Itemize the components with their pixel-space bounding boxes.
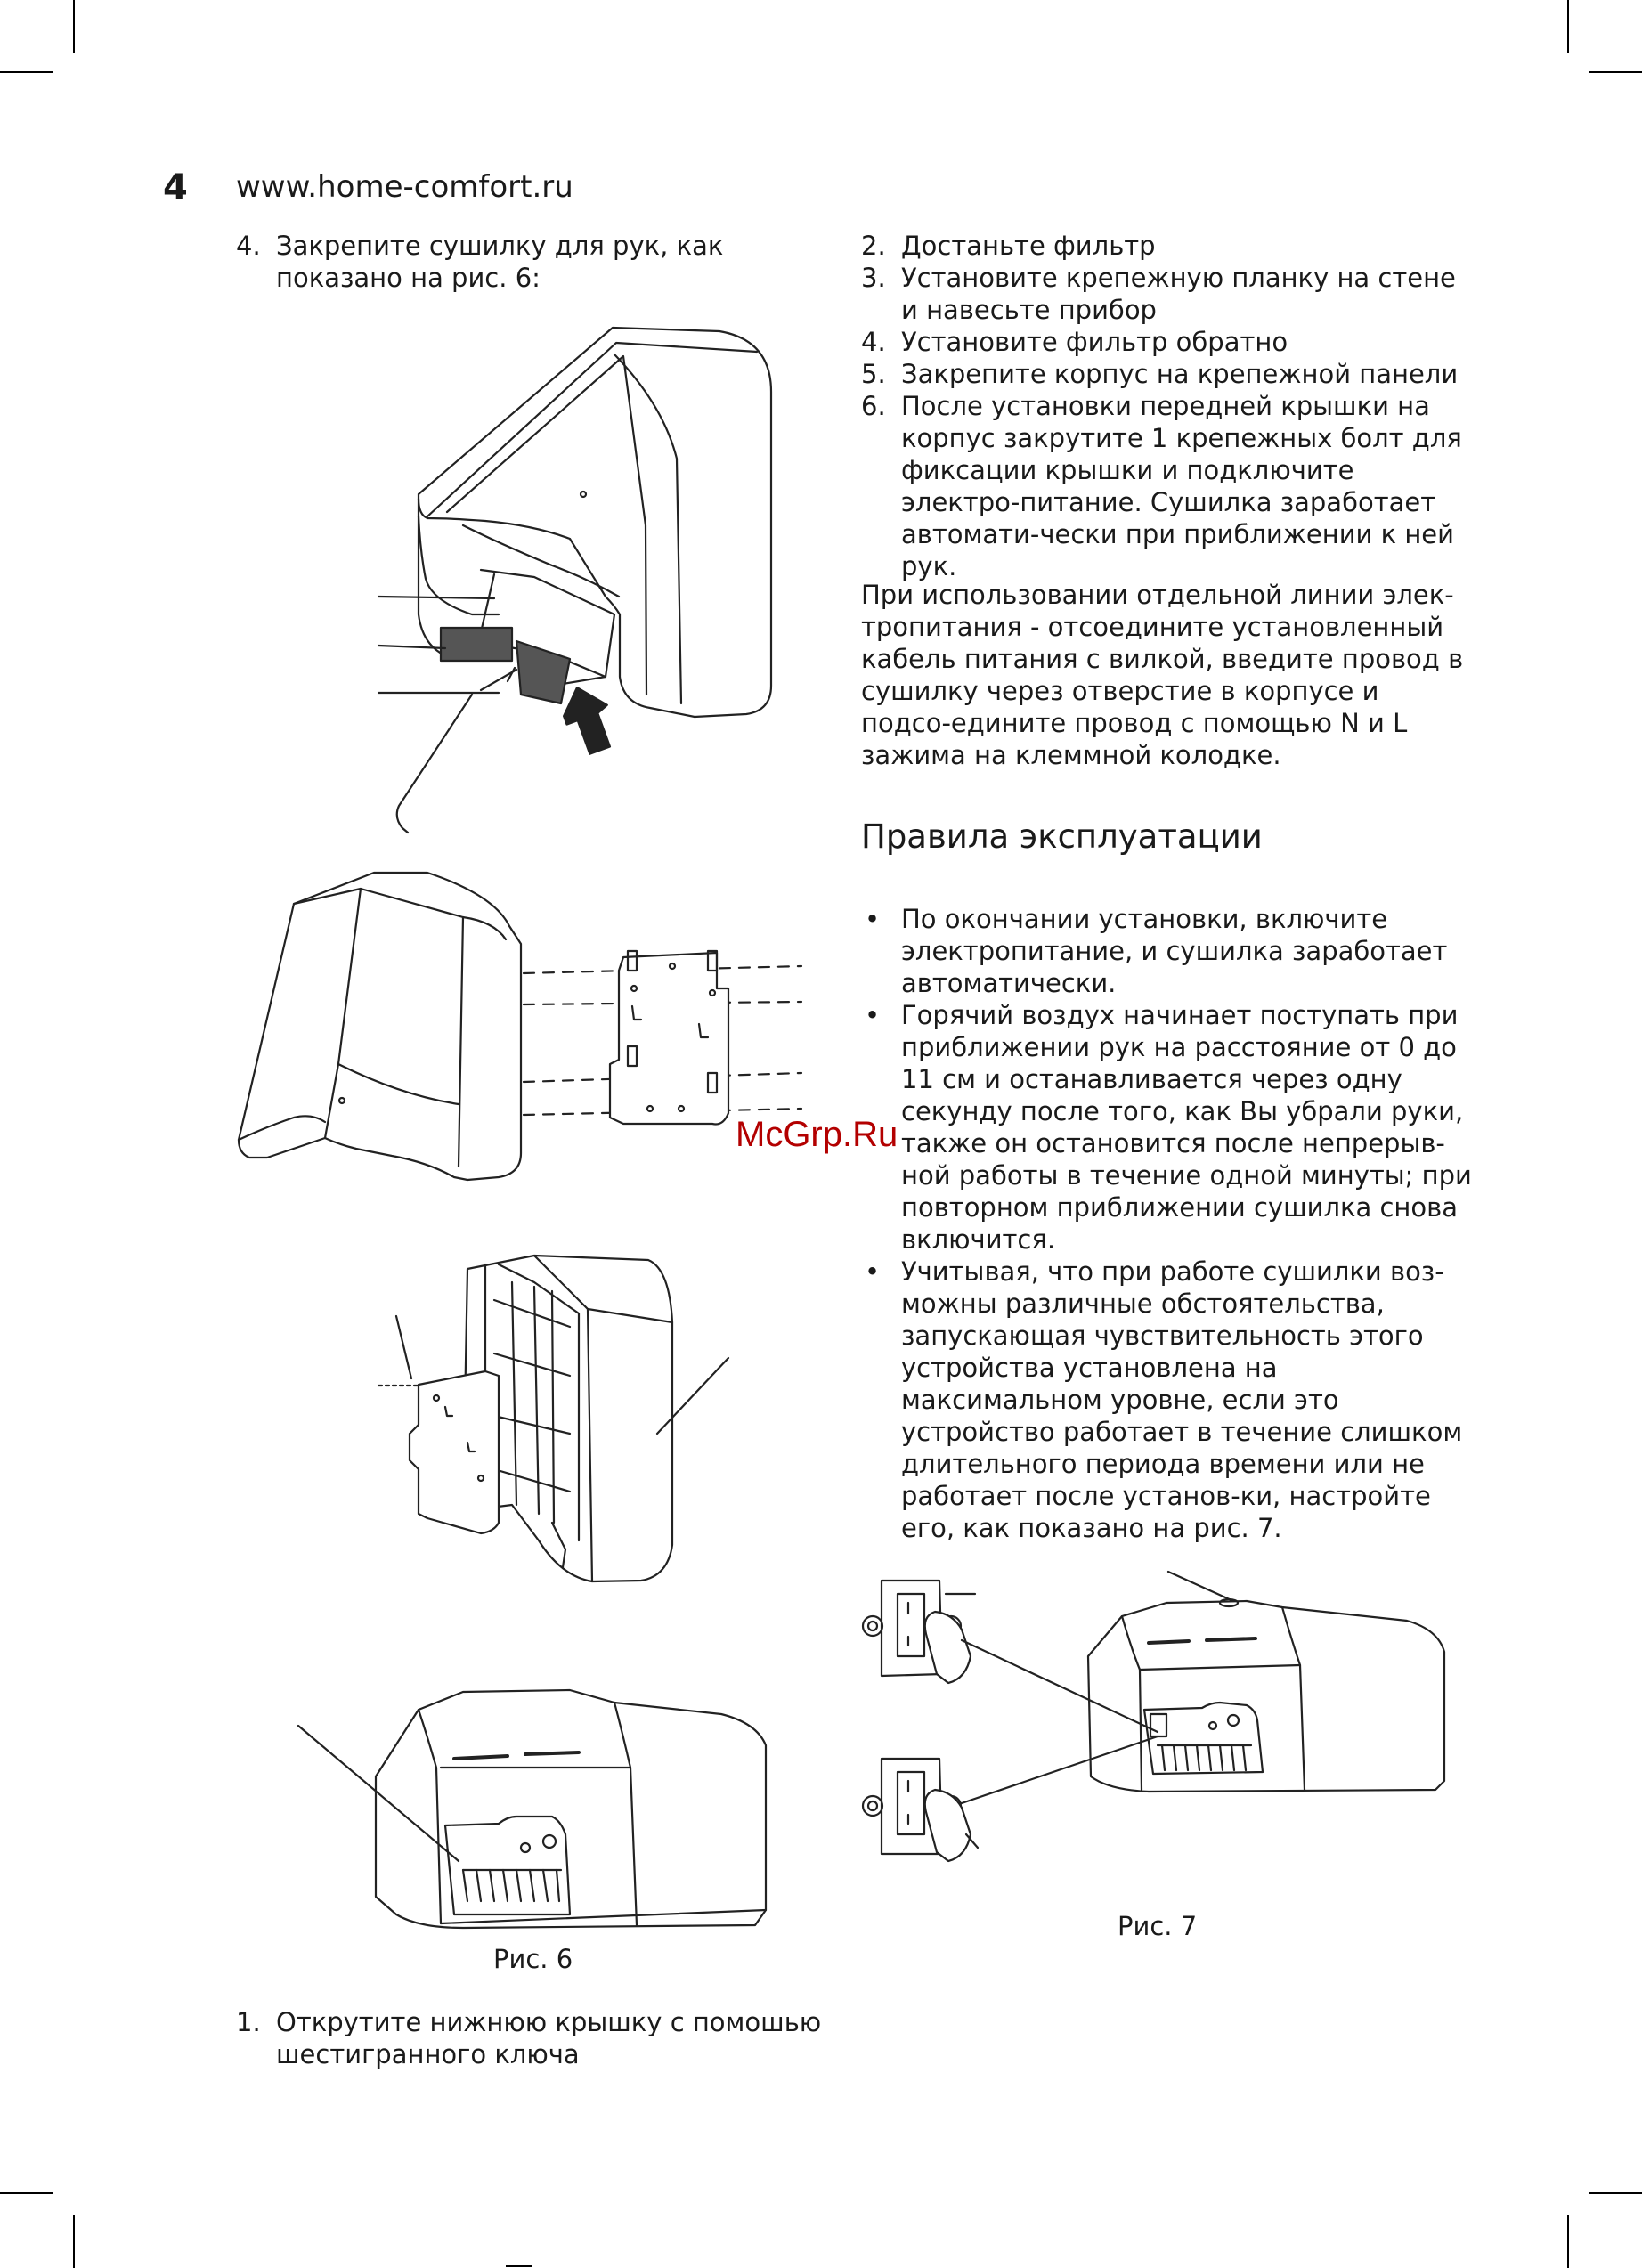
step-number: 5.: [861, 359, 886, 389]
step-number: 4.: [861, 327, 886, 357]
crop-mark: [0, 2192, 53, 2194]
figure-6-caption: Рис. 6: [493, 1944, 573, 1974]
step-text: Достаньте фильтр: [901, 231, 1156, 261]
step-number: 1.: [236, 2007, 261, 2037]
step-number: 3.: [861, 263, 886, 293]
bullet: •: [865, 1000, 881, 1030]
website-link[interactable]: www.home-comfort.ru: [236, 169, 573, 205]
power-line-paragraph: При использовании отдельной линии элек-тропитания - отсоедините установленный кабель питания с вилкой, введите провод в сушилку через отверстие в корпусе и подсо-едините провод с помощью N и L зажима на клеммной колодке.: [861, 580, 1464, 770]
rule-text: Горячий воздух начинает поступать при приближении рук на расстояние от 0 до 11 см и останавливается через одну секунду после того, как Вы убрали руки, также он остановится после непрерыв-ной работы в течение одной минуты; при повторном приближении сушилка снова включится.: [901, 1000, 1472, 1255]
step-number: 6.: [861, 391, 886, 421]
step-number: 4.: [236, 231, 261, 261]
left-steps-bottom: [236, 2006, 824, 2070]
section-title: Правила эксплуатации: [861, 817, 1263, 856]
step-text: Закрепите корпус на крепежной панели: [901, 359, 1459, 389]
watermark: McGrp.Ru: [736, 1115, 898, 1154]
page-number: 4: [163, 167, 188, 208]
step-text: После установки передней крышки на корпус закрутите 1 крепежных болт для фиксации крышки и подключите электро-питание. Сушилка заработает автомати-чески при приближении к ней рук.: [901, 391, 1462, 581]
fig7-switch-on: [863, 1581, 975, 1683]
step-number: 2.: [861, 231, 886, 261]
crop-mark: [1567, 2215, 1569, 2268]
figure-7-caption: Рис. 7: [1118, 1911, 1198, 1941]
fig7-switch-off: [863, 1759, 978, 1861]
fig7-dryer-bottom: [962, 1572, 1444, 1803]
step-text: Установите крепежную планку на стене и навесьте прибор: [901, 263, 1456, 325]
step-text: Закрепите сушилку для рук, как показано на рис. 6:: [276, 231, 724, 293]
step-text: Открутите нижнюю крышку с помошью шестигранного ключа: [276, 2007, 822, 2069]
step-text: Установите фильтр обратно: [901, 327, 1288, 357]
list-item: [236, 2006, 824, 2070]
rule-text: Учитывая, что при работе сушилки воз-можны различные обстоятельства, запускающая чувствительность этого устройства установлена на максимальном уровне, если это устройство работает в течение слишком длительного периода времени или не работает после установ-ки, настройте его, как показано на рис. 7.: [901, 1256, 1463, 1543]
crop-mark: [1589, 2192, 1642, 2194]
crop-mark: [506, 2265, 532, 2267]
crop-mark: [73, 2215, 75, 2268]
bullet: •: [865, 904, 881, 934]
bullet: •: [865, 1256, 881, 1287]
rule-text: По окончании установки, включите электропитание, и сушилка заработает автоматически.: [901, 904, 1448, 998]
